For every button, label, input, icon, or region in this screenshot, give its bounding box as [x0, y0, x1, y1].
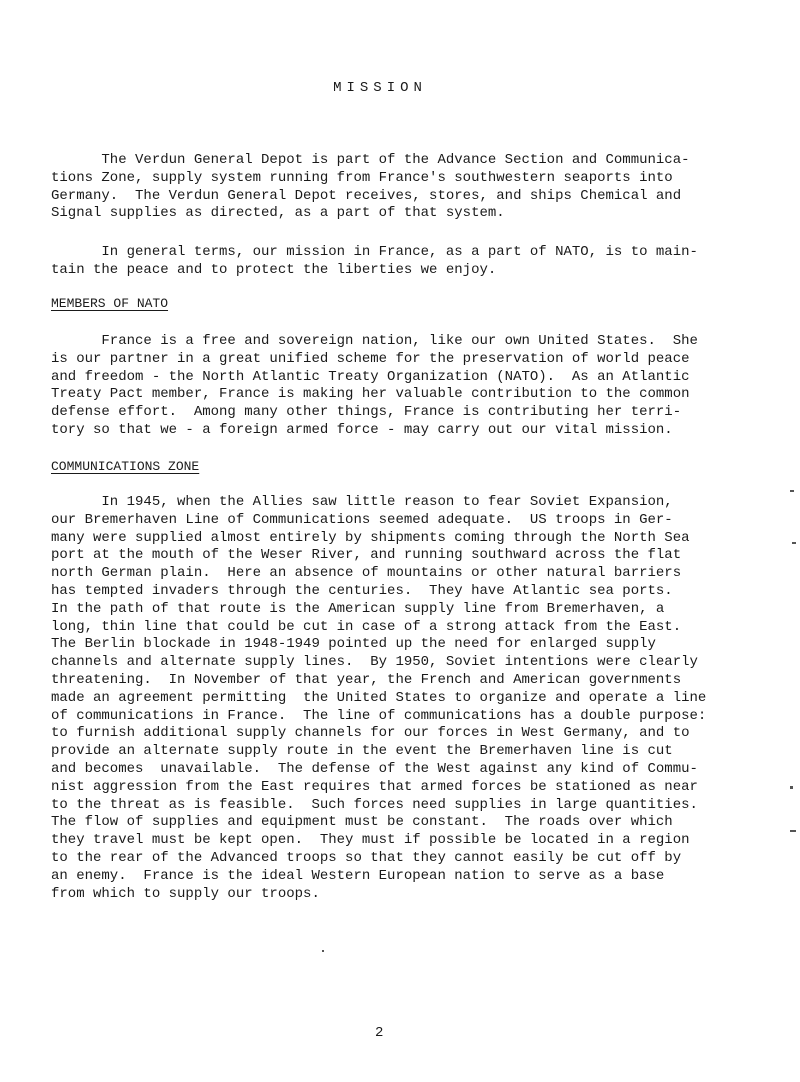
text-line: provide an alternate supply route in the event the Bremerhaven line is cut — [51, 743, 673, 760]
page-number: 2 — [375, 1025, 384, 1041]
scan-mark — [790, 490, 794, 492]
text-line: The flow of supplies and equipment must be constant. The roads over which — [51, 814, 673, 831]
text-line: to the threat as is feasible. Such forces need supplies in large quantities. — [51, 796, 698, 813]
paragraph-communications-zone — [51, 494, 741, 903]
text-line: of communications in France. The line of communications has a double purpose: — [51, 707, 707, 724]
text-line: Treaty Pact member, France is making her valuable contribution to the common — [51, 386, 690, 403]
text-line: Germany. The Verdun General Depot receives, stores, and ships Chemical and — [51, 187, 682, 204]
text-line: and freedom - the North Atlantic Treaty Organization (NATO). As an Atlantic — [51, 368, 690, 385]
text-line: tory so that we - a foreign armed force - may carry out our vital mission. — [51, 421, 673, 438]
text-line: and becomes unavailable. The defense of the West against any kind of Commu- — [51, 760, 698, 777]
text-line: channels and alternate supply lines. By 1950, Soviet intentions were clearly — [51, 654, 698, 671]
text-line: long, thin line that could be cut in case of a strong attack from the East. — [51, 618, 682, 635]
paragraph-members-of-nato — [51, 333, 741, 440]
text-line: north German plain. Here an absence of mountains or other natural barriers — [51, 565, 682, 582]
text-line: from which to supply our troops. — [51, 885, 320, 902]
text-line: made an agreement permitting the United States to organize and operate a line — [51, 689, 707, 706]
text-line: Signal supplies as directed, as a part of that system. — [51, 205, 505, 222]
text-line: France is a free and sovereign nation, like our own United States. She — [51, 333, 698, 349]
scan-mark — [790, 786, 793, 789]
paragraph-depot-intro — [51, 152, 741, 223]
text-line: The Berlin blockade in 1948-1949 pointed up the need for enlarged supply — [51, 636, 656, 653]
heading-communications-zone: COMMUNICATIONS ZONE — [51, 459, 200, 474]
text-line: has tempted invaders through the centuries. They have Atlantic sea ports. — [51, 582, 673, 599]
text-line: In 1945, when the Allies saw little reason to fear Soviet Expansion, — [51, 494, 673, 510]
text-line: they travel must be kept open. They must if possible be located in a region — [51, 832, 690, 849]
text-line: In the path of that route is the American supply line from Bremerhaven, a — [51, 600, 665, 617]
text-line: tain the peace and to protect the liberties we enjoy. — [51, 261, 497, 278]
text-line: is our partner in a great unified scheme for the preservation of world peace — [51, 350, 690, 367]
text-line: port at the mouth of the Weser River, and running southward across the flat — [51, 547, 682, 564]
scan-mark — [322, 950, 324, 952]
scan-mark — [790, 830, 796, 832]
text-line: to the rear of the Advanced troops so that they cannot easily be cut off by — [51, 849, 682, 866]
text-line: nist aggression from the East requires that armed forces be stationed as near — [51, 778, 698, 795]
scan-mark — [792, 542, 796, 544]
heading-members-of-nato: MEMBERS OF NATO — [51, 296, 169, 311]
text-line: an enemy. France is the ideal Western European nation to serve as a base — [51, 867, 665, 884]
text-line: In general terms, our mission in France, as a part of NATO, is to main- — [51, 244, 698, 260]
text-line: to furnish additional supply channels for our forces in West Germany, and to — [51, 725, 690, 742]
text-line: our Bremerhaven Line of Communications seemed adequate. US troops in Ger- — [51, 511, 673, 528]
text-line: many were supplied almost entirely by shipments coming through the North Sea — [51, 529, 690, 546]
text-line: threatening. In November of that year, the French and American governments — [51, 671, 682, 688]
text-line: tions Zone, supply system running from France's southwestern seaports into — [51, 169, 673, 186]
text-line: The Verdun General Depot is part of the Advance Section and Communica- — [51, 152, 690, 168]
page-title: MISSION — [333, 80, 427, 96]
text-line: defense effort. Among many other things, France is contributing her terri- — [51, 404, 682, 421]
paragraph-mission-general — [51, 244, 741, 280]
